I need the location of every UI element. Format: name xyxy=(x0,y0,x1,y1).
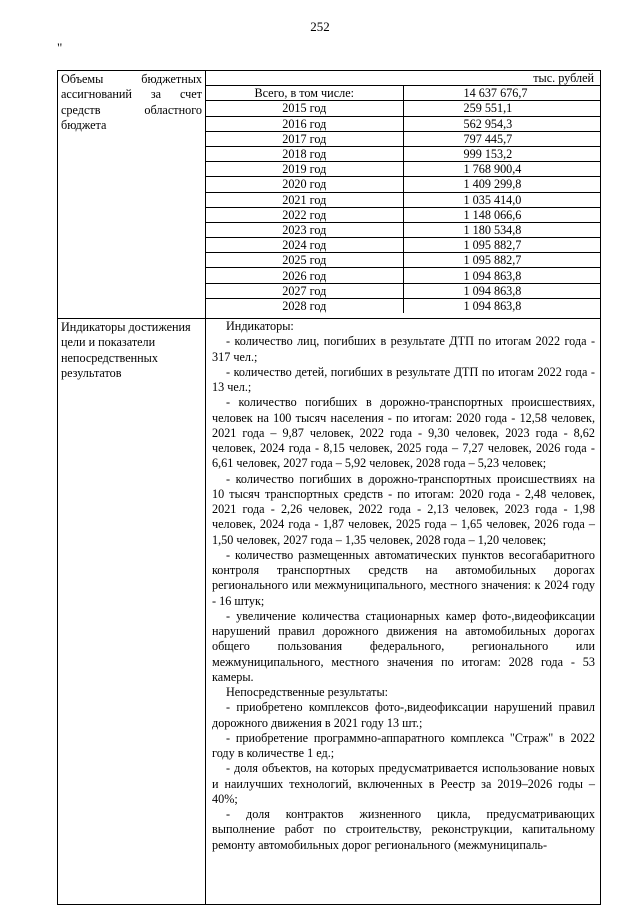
budget-year: 2018 год xyxy=(206,146,403,161)
budget-value: 1 094 863,8 xyxy=(463,298,522,313)
budget-year: 2024 год xyxy=(206,238,403,253)
total-row xyxy=(206,86,600,101)
budget-value: 1 095 882,7 xyxy=(403,253,600,268)
result-item: - доля контрактов жизненного цикла, предусматривающих выполнение работ по строительству, реконструкции, капитальному ремонту автомобильных дорог регионального (межмуниципаль- xyxy=(212,807,595,852)
budget-by-year-table xyxy=(206,71,600,313)
budget-value: 1 094 863,8 xyxy=(403,268,600,283)
budget-year-row xyxy=(206,131,600,146)
budget-value: 1 035 414,0 xyxy=(403,192,600,207)
indicator-item: - увеличение количества стационарных камер фото-,видеофиксации нарушений правил дорожного движения на автомобильных дорогах общего пользования федерального, регионального или межмуниципального, местного значения по итогам: 2028 года - 53 камеры. xyxy=(212,608,595,684)
budget-value: 562 954,3 xyxy=(403,116,600,131)
budget-year: 2021 год xyxy=(206,192,403,207)
budget-year: 2025 год xyxy=(206,253,403,268)
program-passport-table xyxy=(57,70,601,905)
budget-year-row xyxy=(206,207,600,222)
budget-value: 999 153,2 xyxy=(403,146,600,161)
page-number: 252 xyxy=(310,19,330,34)
result-item: - доля объектов, на которых предусматривается использование новых и наилучших технологий, включенных в Реестр за 2019–2026 годы – 40%; xyxy=(212,761,595,806)
budget-year: 2015 год xyxy=(206,101,403,116)
budget-year-row xyxy=(206,222,600,237)
indicators-content xyxy=(206,319,601,905)
indicator-item: - количество размещенных автоматических пунктов весогабаритного контроля транспортных средств на автомобильных дорогах регионального или межмуниципального, местного значения: к 2024 году - 16 штук; xyxy=(212,547,595,608)
budget-year-row xyxy=(206,177,600,192)
indicators-text xyxy=(206,319,600,853)
budget-value: 1 409 299,8 xyxy=(403,177,600,192)
budget-year: 2026 год xyxy=(206,268,403,283)
budget-year: 2023 год xyxy=(206,222,403,237)
budget-year: 2022 год xyxy=(206,207,403,222)
indicators-label: Индикаторы достижения цели и показатели непосредственных результатов xyxy=(58,319,206,905)
results-heading: Непосредственные результаты: xyxy=(226,685,389,699)
budget-value: 1 180 534,8 xyxy=(403,222,600,237)
budget-content xyxy=(206,71,601,319)
budget-year: 2019 год xyxy=(206,162,403,177)
budget-row xyxy=(58,71,601,319)
indicators-heading: Индикаторы: xyxy=(226,319,294,333)
budget-year-row xyxy=(206,253,600,268)
indicator-item: - количество погибших в дорожно-транспортных происшествиях на 10 тысяч транспортных средств - по итогам: 2020 года - 2,48 человек, 2021 года - 2,26 человек, 2022 года - 2,13 человек, 2023 года - 1,98 человек, 2024 года - 1,87 человек, 2025 года – 1,65 человек, 2026 года – 1,50 человек, 2027 года – 1,35 человек, 2028 года – 1,20 человек; xyxy=(212,471,595,547)
quote-mark: " xyxy=(57,40,63,55)
budget-year-row xyxy=(206,162,600,177)
budget-value: 259 551,1 xyxy=(403,101,600,116)
budget-year: 2017 год xyxy=(206,131,403,146)
budget-year: 2028 год xyxy=(206,298,403,313)
budget-year-row xyxy=(206,298,600,313)
budget-value: 1 148 066,6 xyxy=(403,207,600,222)
budget-year-row xyxy=(206,238,600,253)
budget-year-row xyxy=(206,192,600,207)
budget-year-row xyxy=(206,116,600,131)
indicators-row xyxy=(58,319,601,905)
budget-year: 2016 год xyxy=(206,116,403,131)
total-value: 14 637 676,7 xyxy=(403,86,600,101)
budget-value: 1 094 863,8 xyxy=(403,283,600,298)
budget-year-row xyxy=(206,268,600,283)
result-item: - приобретено комплексов фото-,видеофиксации нарушений правил дорожного движения в 2021 году 13 шт.; xyxy=(212,700,595,730)
budget-value: 797 445,7 xyxy=(403,131,600,146)
budget-value: 1 095 882,7 xyxy=(403,238,600,253)
indicator-item: - количество лиц, погибших в результате ДТП по итогам 2022 года - 317 чел.; xyxy=(212,334,595,364)
total-label: Всего, в том числе: xyxy=(206,86,403,101)
budget-year-row xyxy=(206,101,600,116)
indicator-item: - количество погибших в дорожно-транспортных происшествиях, человек на 100 тысяч населения - по итогам: 2020 года - 12,58 человек, 2021 года – 9,87 человек, 2022 года - 9,30 человек, 2023 года - 8,62 человек, 2024 года - 8,15 человек, 2025 года – 7,27 человек, 2026 года - 6,61 человек, 2027 года – 5,92 человек, 2028 года – 5,23 человек; xyxy=(212,395,595,471)
indicator-item: - количество детей, погибших в результате ДТП по итогам 2022 года - 13 чел.; xyxy=(212,364,595,394)
budget-year: 2020 год xyxy=(206,177,403,192)
unit-row xyxy=(206,71,600,86)
budget-year-row xyxy=(206,146,600,161)
budget-value: 1 768 900,4 xyxy=(403,162,600,177)
budget-year: 2027 год xyxy=(206,283,403,298)
budget-year-row xyxy=(206,283,600,298)
result-item: - приобретение программно-аппаратного комплекса "Страж" в 2022 году в количестве 1 ед.; xyxy=(212,730,595,760)
budget-label: Объемы бюджетных ассигнований за счет средств областного бюджета xyxy=(58,71,206,319)
unit-label: тыс. рублей xyxy=(206,71,600,86)
